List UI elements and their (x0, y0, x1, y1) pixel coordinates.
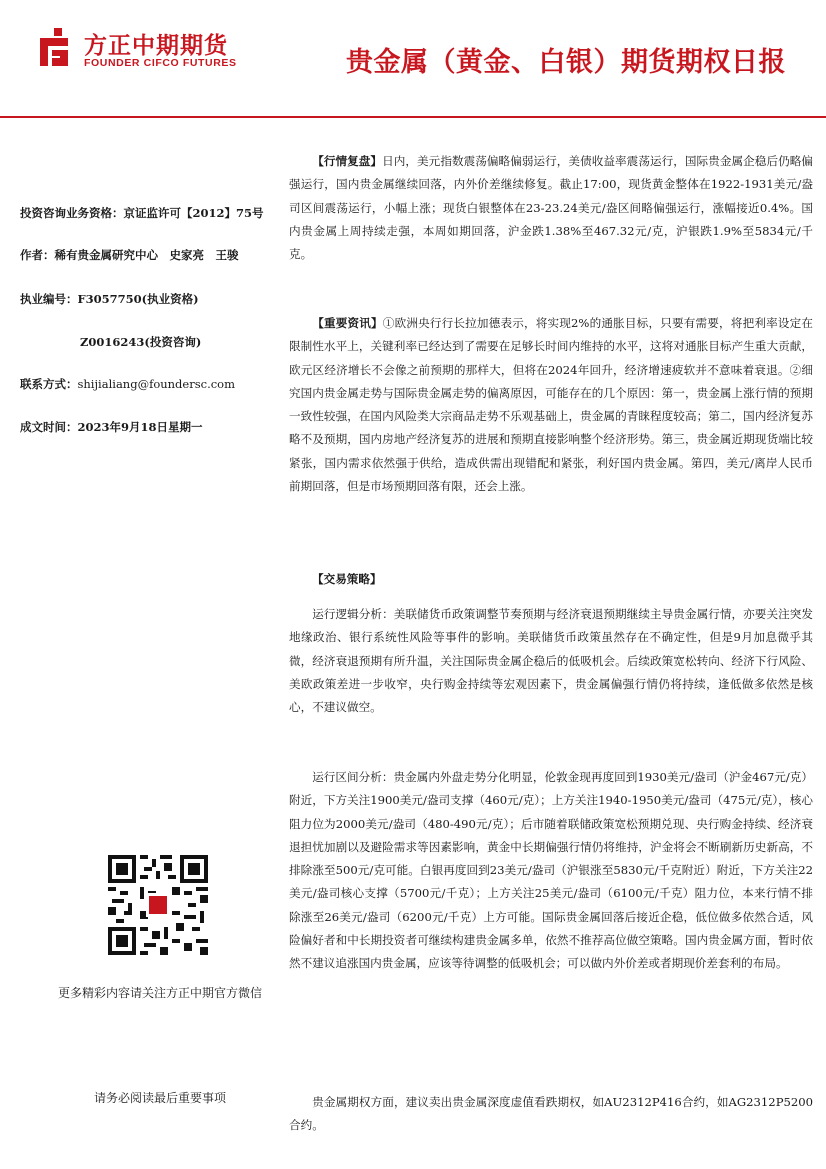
qr-caption: 更多精彩内容请关注方正中期官方微信 (57, 986, 262, 1000)
qualification-row (20, 205, 264, 221)
key-news-tag: 【重要资讯】 (312, 316, 383, 330)
trading-strategy-heading: 【交易策略】 (312, 572, 382, 586)
contact-row (20, 376, 235, 392)
wechat-qr-code (108, 855, 208, 955)
important-notice: 请务必阅读最后重要事项 (93, 1091, 226, 1105)
logo-chinese-name: 方正中期期货 (84, 33, 228, 59)
date-row (20, 419, 203, 435)
date-label: 成文时间： (20, 420, 78, 434)
license-label: 执业编号： (20, 292, 78, 306)
contact-email[interactable]: shijialiang@foundersc.com (77, 377, 235, 391)
qualification-value: 京证监许可【2012】75号 (123, 206, 264, 220)
license-value-2: Z0016243(投资咨询) (80, 335, 202, 349)
key-news-text: ①欧洲央行行长拉加德表示，将实现2%的通胀目标，只要有需要，将把利率设定在限制性水平上，关键利率已经达到了需要在足够长时间内维持的水平，这将对通胀目标产生重大贡献，欧元区经济增长不会像之前预期的那样大，但将在2024年回升，经济增速疲软并不意味着衰退。②细究国内贵金属走势与国际贵金属走势的偏离原因，可能存在的几个原因：第一，贵金属上涨行情的预期一致性较强，在国内风险类大宗商品走势不乐观基础上，贵金属的青睐程度较高；第二，国内经济复苏略不及预期，国内房地产经济复苏的进展和预期直接影响整个经济形势。第三，贵金属近期现货端比较紧张，国内需求依然强于供给，造成供需出现错配和紧张，利好国内贵金属。第四，美元/离岸人民币前期回落，但是市场预期回落有限，还会上涨。 (289, 316, 813, 494)
range-analysis-paragraph: 运行区间分析：贵金属内外盘走势分化明显，伦敦金现再度回到1930美元/盎司（沪金467元/克）附近，下方关注1900美元/盎司支撑（460元/克）；上方关注1940-1950美元/盎司（475元/克），核心阻力位为2000美元/盎司（480-490元/克）；后市随着联储政策宽松预期兑现、央行购金持续、经济衰退担忧加剧以及避险需求等因素影响，黄金中长期偏强行情仍将维持，沪金将会不断刷新历史新高，不排除涨至500元/克可能。白银再度回到23美元/盎司（沪银涨至5830元/千克附近）附近，下方关注22美元/盎司核心支撑（5700元/千克）；上方关注25美元/盎司（6100元/千克）阻力位，本来行情不排除涨至26美元/盎司（6200元/千克）上方可能。国际贵金属回落后接近企稳，低位做多依然合适，风险偏好者和中长期投资者可继续构建贵金属多单，依然不推荐高位做空策略。国内贵金属方面，暂时依然不建议追涨国内贵金属，应该等待调整的低吸机会；可以做内外价差或者期现价差套利的布局。 (289, 770, 813, 971)
qualification-label: 投资咨询业务资格： (20, 206, 124, 220)
contact-label: 联系方式： (20, 377, 78, 391)
market-review-tag: 【行情复盘】 (312, 154, 383, 168)
market-review-paragraph (289, 150, 813, 266)
date-value: 2023年9月18日星期一 (77, 420, 203, 434)
header-divider (0, 116, 826, 118)
license-row-2 (80, 334, 201, 350)
options-strategy-paragraph: 贵金属期权方面，建议卖出贵金属深度虚值看跌期权，如AU2312P416合约，如AG2312P5200合约。 (289, 1095, 813, 1133)
market-review-text: 日内，美元指数震荡偏略偏弱运行，美债收益率震荡运行，国际贵金属企稳后仍略偏强运行，国内贵金属继续回落，内外价差继续修复。截止17:00，现货黄金整体在1922-1931美元/盎司区间震荡运行，小幅上涨；现货白银整体在23-23.24美元/盎区间略偏强运行，涨幅接近0.4%。国内贵金属上周持续走强，本周如期回落，沪金跌1.38%至467.32元/克，沪银跌1.9%至5834元/千克。 (289, 154, 813, 262)
key-news-paragraph (289, 312, 813, 498)
page-header (0, 0, 826, 118)
license-value-1: F3057750(执业资格) (77, 292, 199, 306)
report-title: 贵金属（黄金、白银）期货期权日报 (346, 47, 786, 78)
author-label: 作者： (20, 248, 55, 262)
founder-logo-icon (32, 26, 76, 70)
author-row (20, 247, 239, 263)
license-row (20, 291, 199, 307)
logo-english-name: FOUNDER CIFCO FUTURES (84, 57, 237, 69)
logic-analysis-paragraph: 运行逻辑分析：美联储货币政策调整节奏预期与经济衰退预期继续主导贵金属行情，亦要关注突发地缘政治、银行系统性风险等事件的影响。美联储货币政策虽然存在不确定性，但是9月加息微乎其微，经济衰退预期有所升温，关注国际贵金属企稳后的低吸机会。后续政策宽松转向、经济下行风险、美欧政策差进一步收窄，央行购金持续等宏观因素下，贵金属偏强行情仍将持续，逢低做多依然是核心，不建议做空。 (289, 607, 813, 715)
author-value: 稀有贵金属研究中心 史家亮 王骏 (54, 248, 239, 262)
qr-code-icon (108, 855, 208, 955)
company-logo (32, 26, 262, 76)
